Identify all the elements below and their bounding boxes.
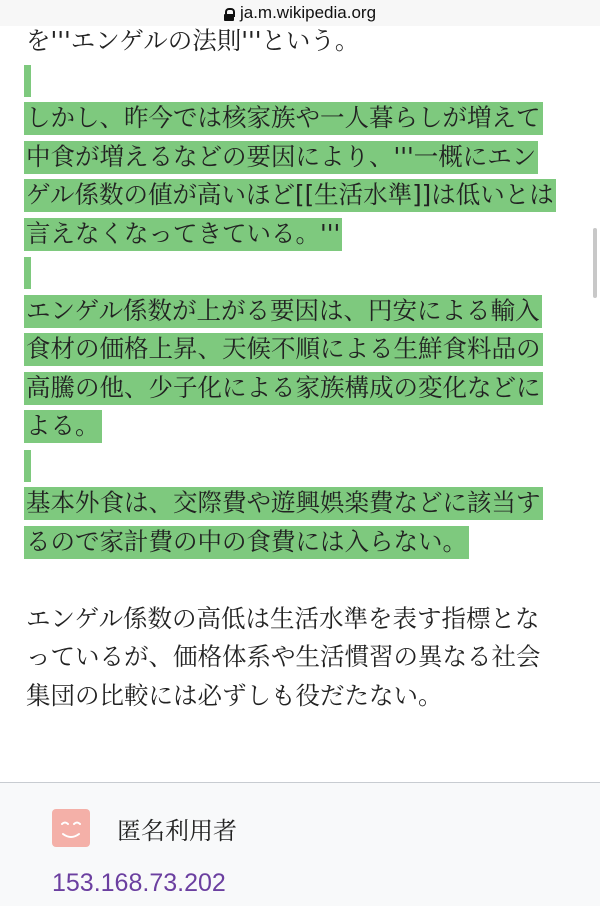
highlighted-line: 言えなくなってきている。''' bbox=[24, 218, 342, 251]
diff-marker bbox=[26, 253, 576, 292]
highlighted-line: エンゲル係数が上がる要因は、円安による輸入 bbox=[24, 295, 542, 328]
highlight-bar bbox=[24, 257, 31, 289]
text-line: を'''エンゲルの法則'''という。 bbox=[26, 26, 360, 55]
ip-address-link[interactable]: 153.168.73.202 bbox=[52, 869, 226, 897]
highlighted-line: るので家計費の中の食費には入らない。 bbox=[24, 526, 469, 559]
highlighted-line: よる。 bbox=[24, 410, 102, 443]
highlighted-line: 基本外食は、交際費や遊興娯楽費などに該当す bbox=[24, 487, 543, 520]
text-line: っているが、価格体系や生活慣習の異なる社会 bbox=[26, 642, 541, 671]
url-text: ja.m.wikipedia.org bbox=[239, 3, 377, 22]
text-line: 集団の比較には必ずしも役だたない。 bbox=[26, 680, 443, 710]
highlighted-line: 高騰の他、少子化による家族構成の変化などに bbox=[24, 372, 543, 405]
blank-line bbox=[26, 561, 576, 600]
text-line: エンゲル係数の高低は生活水準を表す指標とな bbox=[26, 603, 540, 633]
scrollbar[interactable] bbox=[593, 228, 597, 298]
highlight-bar bbox=[24, 450, 31, 482]
highlight-bar bbox=[24, 65, 31, 97]
diff-marker bbox=[26, 61, 576, 100]
highlighted-line: 中食が増えるなどの要因により、'''一概にエン bbox=[24, 141, 538, 174]
highlighted-line: 食材の価格上昇、天候不順による生鮮食料品の bbox=[24, 333, 543, 366]
highlighted-line: ゲル係数の値が高いほど[[生活水準]]は低いとは bbox=[24, 179, 556, 212]
anonymous-avatar-icon bbox=[52, 809, 90, 847]
username: 匿名利用者 bbox=[117, 817, 237, 845]
highlighted-line: しかし、昨今では核家族や一人暮らしが増えて bbox=[24, 102, 543, 135]
diff-marker bbox=[26, 446, 576, 485]
article-content bbox=[26, 22, 576, 715]
page-footer bbox=[0, 782, 600, 906]
lock-icon bbox=[224, 8, 234, 21]
